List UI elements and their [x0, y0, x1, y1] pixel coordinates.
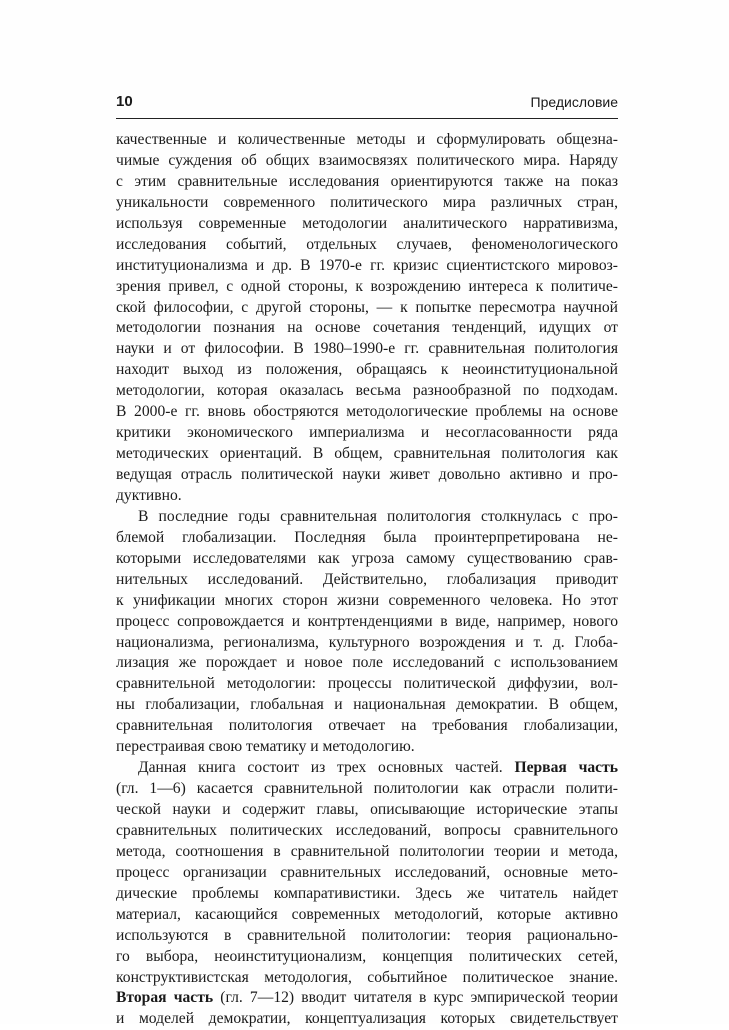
text-line: ческой науки и содержит главы, описывающие исторические этапы [116, 801, 618, 818]
text-line: го выбора, неоинституционализм, концепция политических сетей, [116, 947, 618, 965]
part-one-label: Первая часть [514, 759, 618, 777]
text-run: Данная книга состоит из трех основных частей. [138, 759, 515, 777]
text-line: зрения привел, с одной стороны, к возрождению интереса к политиче- [116, 277, 618, 295]
text-line [116, 988, 618, 1009]
text-line: национализма, регионализма, культурного возрождения и т. д. Глоба- [116, 633, 618, 651]
text-line: В последние годы сравнительная политология столкнулась с про- [138, 507, 618, 525]
text-line: используя современные методологии аналитического нарративизма, [116, 214, 618, 232]
text-line: перестраивая свою тематику и методологию. [116, 738, 415, 756]
text-line: процесс сопровождается и контртенденциями в виде, например, нового [116, 612, 618, 630]
body-text [116, 130, 618, 1030]
text-line: сравнительных политических исследований, вопросы сравнительного [116, 821, 618, 839]
page-header [116, 93, 618, 117]
text-line: лизация же порождает и новое поле исследований с использованием [116, 654, 618, 672]
part-two-label: Вторая часть [116, 989, 214, 1007]
text-line: ны глобализации, глобальная и национальная демократии. В общем, [116, 696, 618, 714]
text-line: дуктивно. [116, 486, 182, 504]
text-line: находит выход из положения, обращаясь к неоинституциональной [116, 361, 618, 379]
text-line: блемой глобализации. Последняя была проинтерпретирована не- [116, 528, 618, 546]
header-rule [116, 118, 618, 119]
text-line: уникальности современного политического мира различных стран, [116, 193, 618, 211]
text-line: науки и от философии. В 1980–1990-е гг. сравнительная политология [116, 340, 618, 358]
running-title: Предисловие [530, 94, 618, 110]
text-line: процесс организации сравнительных исследований, основные мето- [116, 863, 618, 881]
text-line: используются в сравнительной политологии: теория рационально- [116, 926, 618, 944]
text-line: методических ориентаций. В общем, сравнительная политология как [116, 445, 618, 463]
text-line: институционализма и др. В 1970-е гг. кризис сциентистского мировоз- [116, 256, 618, 274]
text-line: (гл. 1—6) касается сравнительной политологии как отрасли полити- [116, 780, 618, 798]
text-line: методологии, которая оказалась весьма разнообразной по подходам. [116, 382, 618, 400]
text-line: материал, касающийся современных методологий, которые активно [116, 905, 618, 923]
text-line: и моделей демократии, концептуализация которых свидетельствует [116, 1010, 618, 1028]
text-line: с этим сравнительные исследования ориентируются также на показ [116, 172, 618, 190]
text-run: (гл. 7—12) вводит читателя в курс эмпирической теории [213, 989, 619, 1007]
text-line: качественные и количественные методы и сформулировать общезна- [116, 131, 618, 148]
text-line: которыми исследователями как угроза самому существованию срав- [116, 549, 618, 567]
text-line: чимые суждения об общих взаимосвязях политического мира. Наряду [116, 151, 618, 169]
page-number: 10 [116, 93, 133, 110]
text-line: критики экономического империализма и несогласованности ряда [116, 424, 618, 442]
text-line: ведущая отрасль политической науки живет довольно активно и про- [116, 466, 618, 483]
text-line: метода, соотношения в сравнительной политологии теории и метода, [116, 842, 618, 860]
text-line: нительных исследований. Действительно, глобализация приводит [116, 570, 618, 588]
text-line: дические проблемы компаративистики. Здесь же читатель найдет [116, 884, 618, 902]
text-line: сравнительная политология отвечает на требования глобализации, [116, 717, 618, 735]
text-line: ской философии, с другой стороны, — к попытке пересмотра научной [116, 298, 618, 316]
text-line: методологии познания на основе сочетания тенденций, идущих от [116, 319, 618, 337]
text-line: сравнительной методологии: процессы политической диффузии, вол- [116, 675, 618, 693]
text-line: к унификации многих сторон жизни современного человека. Но этот [116, 591, 618, 609]
text-line [116, 758, 618, 779]
text-line: конструктивистская методология, событийное политическое знание. [116, 968, 618, 986]
text-line: В 2000-е гг. вновь обостряются методологические проблемы на основе [116, 403, 618, 421]
text-line: исследования событий, отдельных случаев, феноменологического [116, 235, 618, 253]
